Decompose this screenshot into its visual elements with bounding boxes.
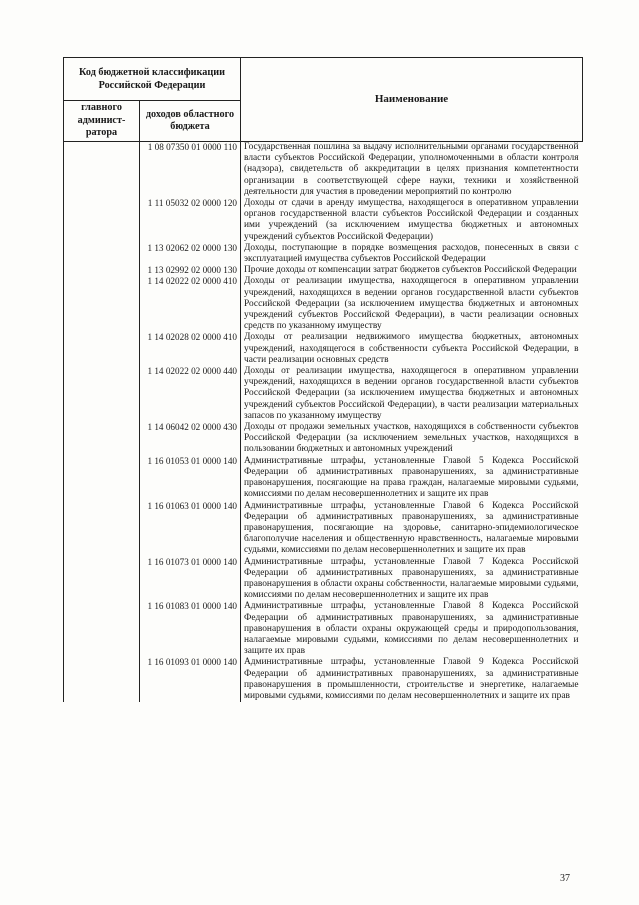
income-code: 1 16 01053 01 0000 140: [140, 456, 241, 501]
table-row: [64, 276, 583, 332]
income-code: 1 16 01063 01 0000 140: [140, 501, 241, 557]
income-code: 1 16 01093 01 0000 140: [140, 657, 241, 702]
income-description: Административные штрафы, установленные Главой 8 Кодекса Российской Федерации об административных правонарушениях, за административные правонарушения в области охраны окружающей среды и природопользования, налагаемые мировыми судьями, комиссиями по делам несовершеннолетних и защите их прав: [244, 601, 579, 657]
income-code: 1 14 02028 02 0000 410: [140, 332, 241, 366]
table-row: [64, 601, 583, 657]
table-row: [64, 142, 583, 199]
income-code: 1 11 05032 02 0000 120: [140, 198, 241, 243]
table-row: [64, 657, 583, 702]
income-code: 1 08 07350 01 0000 110: [140, 142, 241, 199]
table-row: [64, 243, 583, 265]
header-regional-budget-income: доходов областного бюджета: [140, 101, 241, 142]
income-code: 1 16 01073 01 0000 140: [140, 557, 241, 602]
income-description: Прочие доходы от компенсации затрат бюджетов субъектов Российской Федерации: [244, 265, 577, 276]
header-chief-administrator: главного админист-ратора: [64, 101, 140, 142]
page-number: 37: [560, 873, 570, 884]
income-description: Государственная пошлина за выдачу исполнительными органами государственной власти субъектов Российской Федерации, уполномоченными в области контроля (надзора), свидетельств об аккредитации в целях признания компетентности организации в соответствующей сфере науки, техники и хозяйственной деятельности для участия в проведении мероприятий по контролю: [244, 142, 579, 197]
table-row: [64, 198, 583, 243]
income-description: Административные штрафы, установленные Главой 9 Кодекса Российской Федерации об административных правонарушениях, за административные правонарушения в промышленности, строительстве и энергетике, налагаемые мировыми судьями, комиссиями по делам несовершеннолетних и защите их прав: [244, 657, 579, 701]
income-description: Административные штрафы, установленные Главой 6 Кодекса Российской Федерации об административных правонарушениях, за административные правонарушения, посягающие на здоровье, санитарно-эпидемиологическое благополучие населения и общественную нравственность, налагаемые мировыми судьями, комиссиями по делам несовершеннолетних и защите их прав: [244, 500, 579, 556]
table-row: [64, 557, 583, 602]
income-code: 1 14 06042 02 0000 430: [140, 422, 241, 456]
table-row: [64, 366, 583, 422]
header-name: Наименование: [241, 58, 583, 142]
table-row: [64, 422, 583, 456]
income-code: 1 14 02022 02 0000 440: [140, 366, 241, 422]
income-description: Доходы от реализации имущества, находящегося в оперативном управлении учреждений, находящихся в ведении органов государственной власти субъектов Российской Федерации (за исключением имущества бюджетных и автономных учреждений субъектов Российской Федерации), в части реализации основных средств по указанному имуществу: [244, 276, 579, 332]
table-row: [64, 456, 583, 501]
income-code: 1 13 02992 02 0000 130: [140, 265, 241, 276]
budget-classification-table: [63, 57, 583, 702]
table-row: [64, 332, 583, 366]
income-description: Доходы от продажи земельных участков, находящихся в собственности субъектов Российской Федерации (за исключением земельных участков, находящихся в пользовании бюджетных и автономных учреждений: [244, 422, 579, 455]
income-description: Доходы от сдачи в аренду имущества, находящегося в оперативном управлении органов государственной власти субъектов Российской Федерации и созданных ими учреждений (за исключением имущества бюджетных и автономных учреждений субъектов Российской Федерации): [244, 198, 579, 242]
income-description: Административные штрафы, установленные Главой 7 Кодекса Российской Федерации об административных правонарушениях, за административные правонарушения в области охраны собственности, налагаемые мировыми судьями, комиссиями по делам несовершеннолетних и защите их прав: [244, 556, 579, 601]
table-row: [64, 265, 583, 276]
income-code: 1 16 01083 01 0000 140: [140, 601, 241, 657]
income-code: 1 13 02062 02 0000 130: [140, 243, 241, 265]
income-description: Доходы от реализации имущества, находящегося в оперативном управлении учреждений, находящихся в ведении органов государственной власти субъектов Российской Федерации (за исключением имущества бюджетных и автономных учреждений субъектов Российской Федерации), в части реализации материальных запасов по указанному имуществу: [244, 366, 579, 421]
table-row: [64, 501, 583, 557]
income-code: 1 14 02022 02 0000 410: [140, 276, 241, 332]
income-description: Административные штрафы, установленные Главой 5 Кодекса Российской Федерации об административных правонарушениях, за административные правонарушения, посягающие на права граждан, налагаемые мировыми судьями, комиссиями по делам несовершеннолетних и защите их прав: [244, 455, 579, 500]
header-budget-code: Код бюджетной классификации Российской Федерации: [64, 58, 241, 101]
income-description: Доходы, поступающие в порядке возмещения расходов, понесенных в связи с эксплуатацией имущества субъектов Российской Федерации: [244, 242, 579, 265]
income-description: Доходы от реализации недвижимого имущества бюджетных, автономных учреждений, находящегося в собственности субъекта Российской Федерации, в части реализации основных средств: [244, 332, 579, 365]
